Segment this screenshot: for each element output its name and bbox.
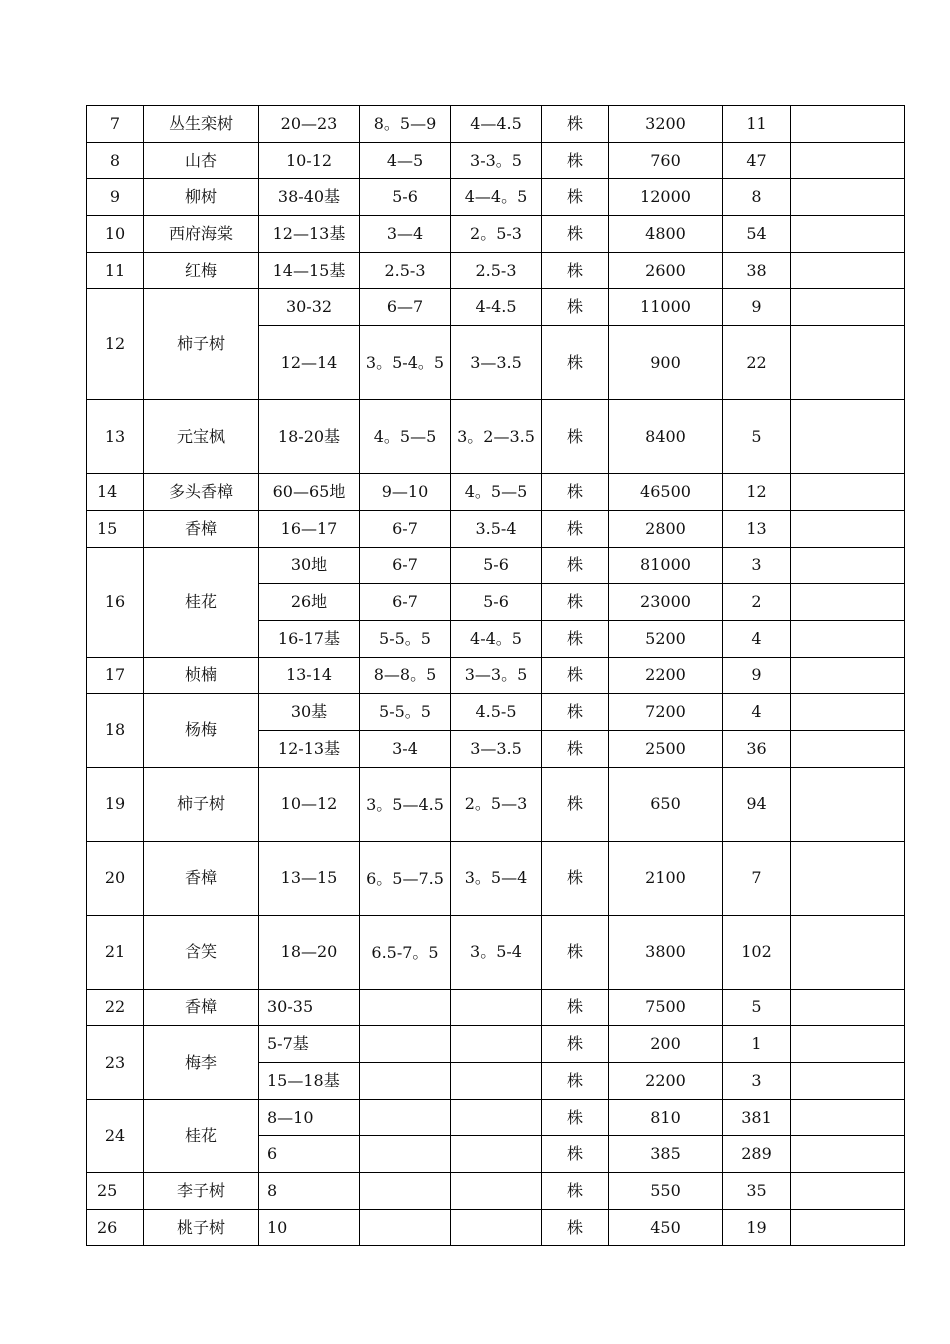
unit-cell: 株 [542, 179, 609, 216]
row-number: 14 [87, 474, 144, 511]
crown-cell [451, 1099, 542, 1136]
table-row [87, 1099, 905, 1136]
quantity-cell: 289 [723, 1136, 791, 1173]
height-cell: 2.5-3 [360, 252, 451, 289]
crown-cell [451, 1209, 542, 1246]
note-cell [791, 179, 905, 216]
note-cell [791, 216, 905, 253]
quantity-cell: 2 [723, 584, 791, 621]
crown-cell: 2。5—3 [451, 767, 542, 841]
spec-cell: 15—18基 [259, 1063, 360, 1100]
unit-cell: 株 [542, 400, 609, 474]
crown-cell: 2.5-3 [451, 252, 542, 289]
note-cell [791, 915, 905, 989]
spec-cell: 5-7基 [259, 1026, 360, 1063]
note-cell [791, 1099, 905, 1136]
price-cell: 900 [609, 326, 723, 400]
quantity-cell: 4 [723, 694, 791, 731]
quantity-cell: 13 [723, 510, 791, 547]
spec-cell: 14—15基 [259, 252, 360, 289]
spec-cell: 13-14 [259, 657, 360, 694]
price-cell: 200 [609, 1026, 723, 1063]
note-cell [791, 657, 905, 694]
tree-name: 梅李 [144, 1026, 259, 1099]
tree-name: 桂花 [144, 1099, 259, 1172]
table-row [87, 1209, 905, 1246]
crown-cell [451, 1136, 542, 1173]
quantity-cell: 5 [723, 400, 791, 474]
price-cell: 3800 [609, 915, 723, 989]
price-cell: 2600 [609, 252, 723, 289]
spec-cell: 30地 [259, 547, 360, 584]
crown-cell: 3。2—3.5 [451, 400, 542, 474]
quantity-cell: 12 [723, 474, 791, 511]
price-cell: 7500 [609, 989, 723, 1026]
tree-name: 香樟 [144, 841, 259, 915]
note-cell [791, 252, 905, 289]
height-cell: 3。5-4。5 [360, 326, 451, 400]
note-cell [791, 1209, 905, 1246]
row-number: 10 [87, 216, 144, 253]
row-number: 15 [87, 510, 144, 547]
note-cell [791, 106, 905, 143]
quantity-cell: 3 [723, 547, 791, 584]
crown-cell: 4。5—5 [451, 474, 542, 511]
crown-cell: 3—3.5 [451, 326, 542, 400]
unit-cell: 株 [542, 474, 609, 511]
note-cell [791, 730, 905, 767]
note-cell [791, 584, 905, 621]
quantity-cell: 8 [723, 179, 791, 216]
note-cell [791, 1173, 905, 1210]
unit-cell: 株 [542, 915, 609, 989]
row-number: 26 [87, 1209, 144, 1246]
height-cell [360, 989, 451, 1026]
quantity-cell: 11 [723, 106, 791, 143]
unit-cell: 株 [542, 142, 609, 179]
crown-cell: 3。5—4 [451, 841, 542, 915]
table-row [87, 915, 905, 989]
unit-cell: 株 [542, 1099, 609, 1136]
spec-cell: 18—20 [259, 915, 360, 989]
note-cell [791, 620, 905, 657]
crown-cell [451, 1063, 542, 1100]
price-cell: 23000 [609, 584, 723, 621]
tree-name: 桃子树 [144, 1209, 259, 1246]
tree-name: 香樟 [144, 989, 259, 1026]
table-row [87, 474, 905, 511]
crown-cell: 4—4。5 [451, 179, 542, 216]
quantity-cell: 54 [723, 216, 791, 253]
price-cell: 7200 [609, 694, 723, 731]
unit-cell: 株 [542, 326, 609, 400]
spec-cell: 8—10 [259, 1099, 360, 1136]
spec-cell: 10 [259, 1209, 360, 1246]
row-number: 19 [87, 767, 144, 841]
height-cell: 6-7 [360, 584, 451, 621]
row-number: 20 [87, 841, 144, 915]
crown-cell: 5-6 [451, 584, 542, 621]
crown-cell: 4—4.5 [451, 106, 542, 143]
table-row [87, 657, 905, 694]
spec-cell: 16—17 [259, 510, 360, 547]
quantity-cell: 9 [723, 289, 791, 326]
crown-cell: 2。5-3 [451, 216, 542, 253]
unit-cell: 株 [542, 547, 609, 584]
table-row [87, 694, 905, 731]
height-cell [360, 1099, 451, 1136]
row-number: 8 [87, 142, 144, 179]
height-cell [360, 1209, 451, 1246]
tree-name: 柿子树 [144, 767, 259, 841]
spec-cell: 6 [259, 1136, 360, 1173]
note-cell [791, 1136, 905, 1173]
tree-name: 红梅 [144, 252, 259, 289]
note-cell [791, 1063, 905, 1100]
tree-name: 丛生栾树 [144, 106, 259, 143]
table-row [87, 289, 905, 326]
height-cell: 6.5-7。5 [360, 915, 451, 989]
height-cell: 6-7 [360, 510, 451, 547]
tree-name: 元宝枫 [144, 400, 259, 474]
spec-cell: 30基 [259, 694, 360, 731]
crown-cell [451, 1173, 542, 1210]
crown-cell: 4-4.5 [451, 289, 542, 326]
unit-cell: 株 [542, 289, 609, 326]
height-cell: 9—10 [360, 474, 451, 511]
quantity-cell: 47 [723, 142, 791, 179]
table-body [87, 106, 905, 1246]
unit-cell: 株 [542, 510, 609, 547]
unit-cell: 株 [542, 1209, 609, 1246]
crown-cell [451, 989, 542, 1026]
height-cell [360, 1136, 451, 1173]
unit-cell: 株 [542, 989, 609, 1026]
height-cell: 4—5 [360, 142, 451, 179]
spec-cell: 30-32 [259, 289, 360, 326]
row-number: 23 [87, 1026, 144, 1099]
unit-cell: 株 [542, 1063, 609, 1100]
note-cell [791, 142, 905, 179]
crown-cell: 3.5-4 [451, 510, 542, 547]
price-cell: 11000 [609, 289, 723, 326]
note-cell [791, 547, 905, 584]
spec-cell: 26地 [259, 584, 360, 621]
unit-cell: 株 [542, 252, 609, 289]
tree-name: 桢楠 [144, 657, 259, 694]
spec-cell: 13—15 [259, 841, 360, 915]
price-cell: 2500 [609, 730, 723, 767]
height-cell: 5-5。5 [360, 694, 451, 731]
unit-cell: 株 [542, 841, 609, 915]
spec-cell: 12-13基 [259, 730, 360, 767]
table-row [87, 216, 905, 253]
price-cell: 2200 [609, 1063, 723, 1100]
tree-name: 西府海棠 [144, 216, 259, 253]
table-row [87, 252, 905, 289]
row-number: 17 [87, 657, 144, 694]
unit-cell: 株 [542, 1173, 609, 1210]
tree-name: 柳树 [144, 179, 259, 216]
seedling-price-table [86, 105, 905, 1246]
table-row [87, 510, 905, 547]
quantity-cell: 19 [723, 1209, 791, 1246]
unit-cell: 株 [542, 767, 609, 841]
note-cell [791, 400, 905, 474]
row-number: 24 [87, 1099, 144, 1172]
unit-cell: 株 [542, 584, 609, 621]
tree-name: 山杏 [144, 142, 259, 179]
note-cell [791, 289, 905, 326]
spec-cell: 38-40基 [259, 179, 360, 216]
crown-cell: 3—3.5 [451, 730, 542, 767]
spec-cell: 20—23 [259, 106, 360, 143]
height-cell [360, 1026, 451, 1063]
quantity-cell: 35 [723, 1173, 791, 1210]
unit-cell: 株 [542, 216, 609, 253]
spec-cell: 30-35 [259, 989, 360, 1026]
quantity-cell: 4 [723, 620, 791, 657]
quantity-cell: 94 [723, 767, 791, 841]
height-cell: 6-7 [360, 547, 451, 584]
quantity-cell: 102 [723, 915, 791, 989]
crown-cell: 3。5-4 [451, 915, 542, 989]
price-cell: 4800 [609, 216, 723, 253]
table-row [87, 547, 905, 584]
price-cell: 550 [609, 1173, 723, 1210]
height-cell: 5-5。5 [360, 620, 451, 657]
quantity-cell: 5 [723, 989, 791, 1026]
unit-cell: 株 [542, 1026, 609, 1063]
row-number: 12 [87, 289, 144, 400]
spec-cell: 10-12 [259, 142, 360, 179]
height-cell: 6。5—7.5 [360, 841, 451, 915]
table-row [87, 989, 905, 1026]
price-cell: 385 [609, 1136, 723, 1173]
tree-name: 香樟 [144, 510, 259, 547]
price-cell: 810 [609, 1099, 723, 1136]
price-cell: 3200 [609, 106, 723, 143]
height-cell: 4。5—5 [360, 400, 451, 474]
height-cell [360, 1063, 451, 1100]
crown-cell: 5-6 [451, 547, 542, 584]
price-cell: 46500 [609, 474, 723, 511]
note-cell [791, 1026, 905, 1063]
row-number: 11 [87, 252, 144, 289]
note-cell [791, 841, 905, 915]
crown-cell: 4.5-5 [451, 694, 542, 731]
unit-cell: 株 [542, 657, 609, 694]
row-number: 18 [87, 694, 144, 767]
tree-name: 多头香樟 [144, 474, 259, 511]
price-cell: 5200 [609, 620, 723, 657]
tree-name: 含笑 [144, 915, 259, 989]
quantity-cell: 36 [723, 730, 791, 767]
quantity-cell: 1 [723, 1026, 791, 1063]
price-cell: 650 [609, 767, 723, 841]
table-row [87, 106, 905, 143]
price-cell: 2800 [609, 510, 723, 547]
tree-name: 柿子树 [144, 289, 259, 400]
crown-cell [451, 1026, 542, 1063]
price-cell: 2200 [609, 657, 723, 694]
note-cell [791, 989, 905, 1026]
row-number: 9 [87, 179, 144, 216]
height-cell: 8—8。5 [360, 657, 451, 694]
note-cell [791, 326, 905, 400]
note-cell [791, 474, 905, 511]
spec-cell: 16-17基 [259, 620, 360, 657]
tree-name: 杨梅 [144, 694, 259, 767]
price-cell: 2100 [609, 841, 723, 915]
table-row [87, 400, 905, 474]
crown-cell: 3—3。5 [451, 657, 542, 694]
note-cell [791, 767, 905, 841]
row-number: 25 [87, 1173, 144, 1210]
row-number: 21 [87, 915, 144, 989]
price-cell: 8400 [609, 400, 723, 474]
height-cell: 3。5—4.5 [360, 767, 451, 841]
table-row [87, 179, 905, 216]
quantity-cell: 9 [723, 657, 791, 694]
row-number: 16 [87, 547, 144, 657]
price-cell: 81000 [609, 547, 723, 584]
unit-cell: 株 [542, 620, 609, 657]
spec-cell: 60—65地 [259, 474, 360, 511]
note-cell [791, 510, 905, 547]
table-row [87, 841, 905, 915]
quantity-cell: 38 [723, 252, 791, 289]
spec-cell: 18-20基 [259, 400, 360, 474]
price-cell: 760 [609, 142, 723, 179]
quantity-cell: 22 [723, 326, 791, 400]
height-cell: 3-4 [360, 730, 451, 767]
table-row [87, 767, 905, 841]
row-number: 22 [87, 989, 144, 1026]
note-cell [791, 694, 905, 731]
unit-cell: 株 [542, 1136, 609, 1173]
unit-cell: 株 [542, 694, 609, 731]
price-cell: 450 [609, 1209, 723, 1246]
row-number: 7 [87, 106, 144, 143]
height-cell: 3—4 [360, 216, 451, 253]
table-row [87, 1026, 905, 1063]
table-row [87, 142, 905, 179]
spec-cell: 8 [259, 1173, 360, 1210]
unit-cell: 株 [542, 106, 609, 143]
table-row [87, 1173, 905, 1210]
quantity-cell: 7 [723, 841, 791, 915]
price-cell: 12000 [609, 179, 723, 216]
height-cell [360, 1173, 451, 1210]
spec-cell: 10—12 [259, 767, 360, 841]
spec-cell: 12—13基 [259, 216, 360, 253]
quantity-cell: 3 [723, 1063, 791, 1100]
tree-name: 桂花 [144, 547, 259, 657]
crown-cell: 3-3。5 [451, 142, 542, 179]
quantity-cell: 381 [723, 1099, 791, 1136]
crown-cell: 4-4。5 [451, 620, 542, 657]
height-cell: 6—7 [360, 289, 451, 326]
height-cell: 8。5—9 [360, 106, 451, 143]
height-cell: 5-6 [360, 179, 451, 216]
unit-cell: 株 [542, 730, 609, 767]
spec-cell: 12—14 [259, 326, 360, 400]
tree-name: 李子树 [144, 1173, 259, 1210]
row-number: 13 [87, 400, 144, 474]
